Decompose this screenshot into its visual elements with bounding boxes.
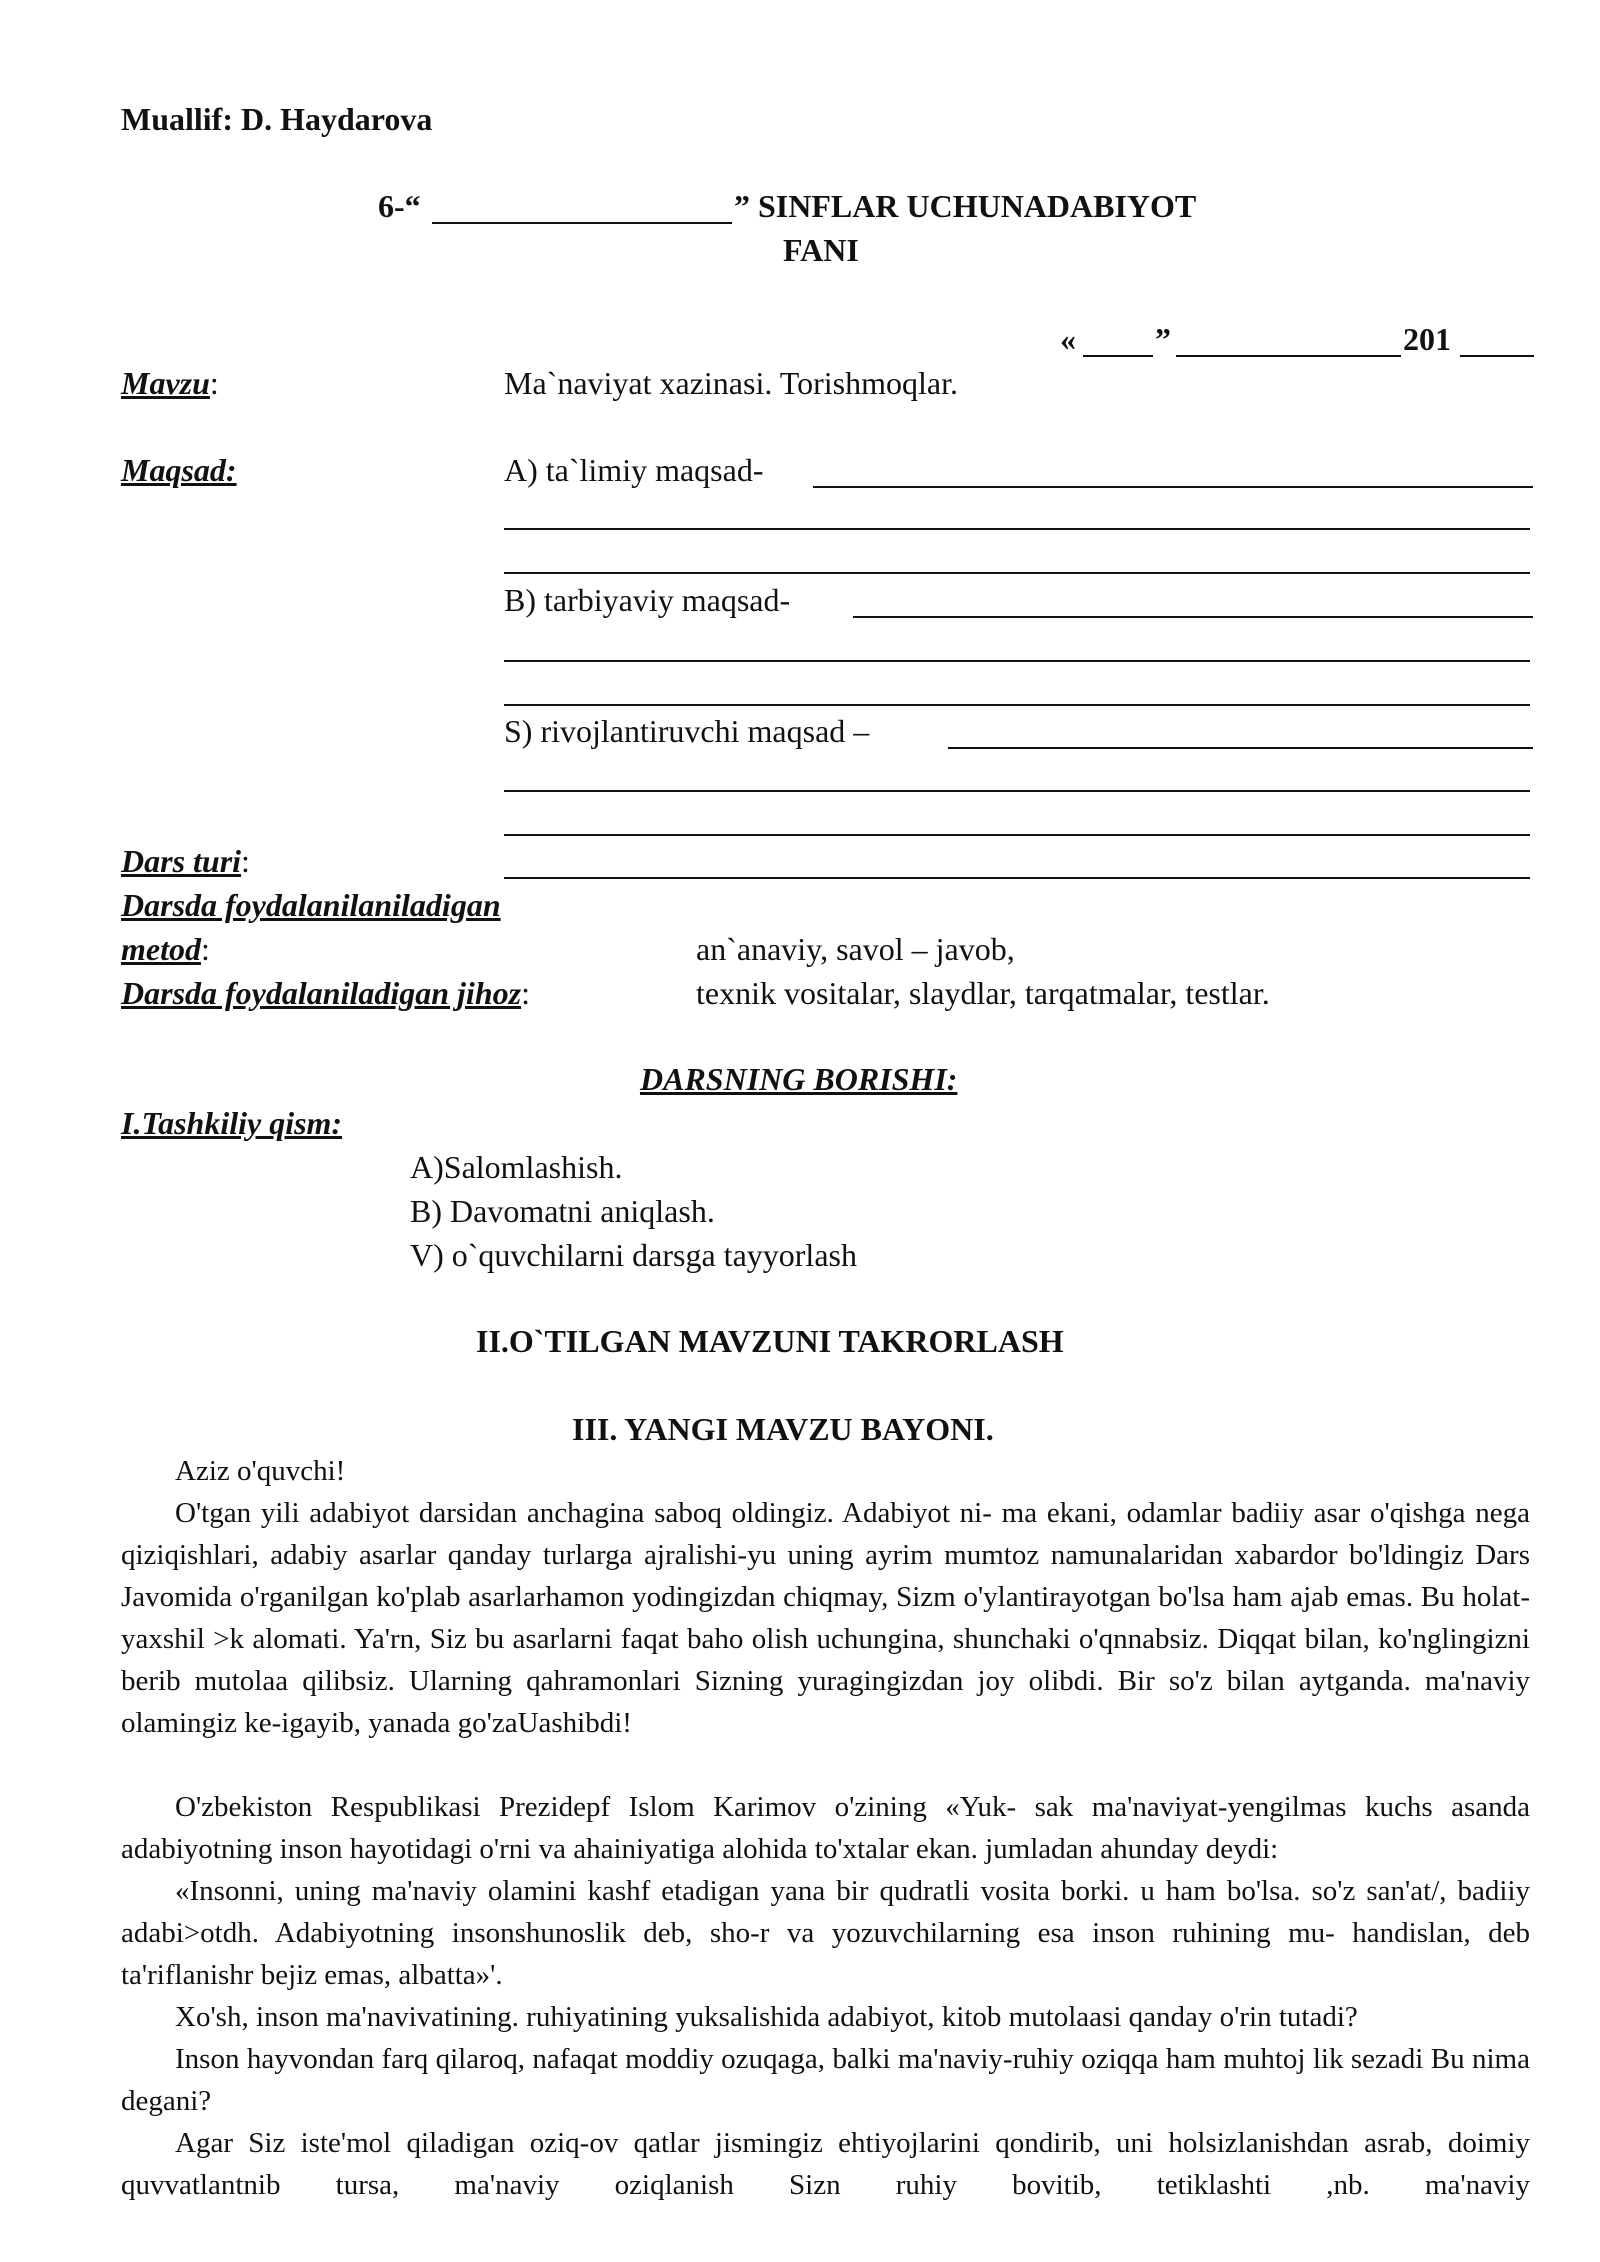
mavzu-label-row [121, 364, 219, 402]
greeting: Aziz o'quvchi! [175, 1455, 346, 1487]
body-paragraph-2: O'zbekiston Respublikasi Prezidepf Islom Karimov o'zining «Yuk- sak ma'naviyat-yengilmas kuchs asanda adabiyotning inson hayotidagi o'rni va ahainiyatiga alohida to'xtalar ekan. jumladan ahunday deydi: [121, 1791, 1530, 1865]
body-paragraph-5: Inson hayvondan farq qilaroq, nafaqat moddiy ozuqaga, balki ma'naviy-ruhiy oziqqa ham muhtoj lik sezadi Bu nima degani? [121, 2043, 1530, 2117]
mavzu-value: Ma`naviyat xazinasi. Torishmoqlar. [504, 365, 958, 401]
metod-colon: : [200, 931, 210, 967]
metod-label: metod [121, 931, 201, 967]
maqsad-s-blank-1 [948, 747, 1533, 749]
maqsad-label: Maqsad: [121, 452, 237, 488]
tashkiliy-heading: I.Tashkiliy qism: [121, 1105, 343, 1141]
dars-turi-row [121, 842, 250, 880]
metod-value: an`anaviy, savol – javob, [696, 931, 1015, 967]
section-darsning-borishi: DARSNING BORISHI: [640, 1061, 958, 1097]
date-day-blank [1083, 355, 1153, 357]
section-2-heading: II.O`TILGAN MAVZUNI TAKRORLASH [476, 1323, 1064, 1359]
date-open-quote: « [1060, 321, 1076, 357]
mavzu-label: Mavzu [121, 365, 210, 401]
maqsad-b-label: B) tarbiyaviy maqsad- [504, 582, 791, 618]
maqsad-s-blank-3 [504, 834, 1530, 836]
date-month-blank [1176, 355, 1401, 357]
date-year-blank [1460, 355, 1534, 357]
dars-turi-label: Dars turi [121, 843, 242, 879]
maqsad-s-label: S) rivojlantiruvchi maqsad – [504, 713, 870, 749]
jihoz-label: Darsda foydalaniladigan jihoz [121, 975, 522, 1011]
jihoz-colon: : [521, 975, 530, 1011]
metod-label-line1: Darsda foydalanilaniladigan [121, 887, 501, 923]
tashkiliy-item: A)Salomlashish. [410, 1149, 623, 1185]
jihoz-label-row [121, 974, 530, 1012]
date-close-quote: ” [1155, 321, 1171, 357]
maqsad-a-blank-3 [504, 572, 1530, 574]
dars-turi-blank [504, 877, 1530, 879]
tashkiliy-item: B) Davomatni aniqlash. [410, 1193, 715, 1229]
mavzu-colon: : [209, 365, 219, 401]
maqsad-a-blank-1 [813, 486, 1533, 488]
maqsad-a-label: A) ta`limiy maqsad- [504, 452, 764, 488]
tashkiliy-item: V) o`quvchilarni darsga tayyorlash [410, 1237, 857, 1273]
section-3-heading: III. YANGI MAVZU BAYONI. [572, 1411, 994, 1447]
body-paragraph-6: Agar Siz iste'mol qiladigan oziq-ov qatlar jismingiz ehtiyojlarini qondirib, uni holsizlanishdan asrab, doimiy quvvatlantnib tursa, ma'naviy oziqlanish Sizn ruhiy bovitib, tetiklashti ,nb. ma'naviy [121, 2127, 1530, 2201]
class-blank-line [432, 222, 732, 224]
date-year: 201 [1403, 321, 1451, 357]
body-paragraph-3: «Insonni, uning ma'naviy olamini kashf etadigan yana bir qudratli vosita borki. u ham bo'lsa. so'z san'at/, badiiy adabi>otdh. Adabiyotning insonshunoslik deb, sho-r va yozuvchilarning esa inson ruhining mu- handislan, deb ta'riflanishr bejiz emas, albatta»'. [121, 1875, 1530, 1991]
maqsad-b-blank-1 [853, 616, 1533, 618]
title-line2: FANI [783, 232, 859, 268]
metod-label-row [121, 930, 210, 968]
title-prefix: 6-“ [378, 188, 421, 224]
maqsad-b-blank-3 [504, 704, 1530, 706]
author-line: Muallif: D. Haydarova [121, 101, 433, 137]
maqsad-b-blank-2 [504, 660, 1530, 662]
title-suffix: ” SINFLAR UCHUNADABIYOT [734, 188, 1197, 224]
maqsad-a-blank-2 [504, 528, 1530, 530]
maqsad-s-blank-2 [504, 790, 1530, 792]
dars-turi-colon: : [241, 843, 250, 879]
jihoz-value: texnik vositalar, slaydlar, tarqatmalar, testlar. [696, 975, 1270, 1011]
body-paragraph-1: O'tgan yili adabiyot darsidan anchagina saboq oldingiz. Adabiyot ni- ma ekani, odamlar badiiy asar o'qishga nega qiziqishlari, adabiy asarlar qanday turlarga ajralishi-yu uning ayrim mumtoz namunalaridan xabardor bo'ldingiz Dars Javomida o'rganilgan ko'plab asarlarhamon yodingizdan chiqmay, Sizm o'ylantirayotgan bo'lsa ham ajab emas. Bu holat-yaxshil >k alomati. Ya'rn, Siz bu asarlarni faqat baho olish uchungina, shunchaki o'qnnabsiz. Diqqat bilan, ko'nglingizni berib mutolaa qilibsiz. Ularning qahramonlari Sizning yuragingizdan joy olibdi. Bir so'z bilan aytganda. ma'naviy olamingiz ke-igayib, yanada go'zaUashibdi! [121, 1497, 1530, 1739]
body-paragraph-4: Xo'sh, inson ma'navivatining. ruhiyatining yuksalishida adabiyot, kitob mutolaasi qanday o'rin tutadi? [175, 2001, 1358, 2033]
